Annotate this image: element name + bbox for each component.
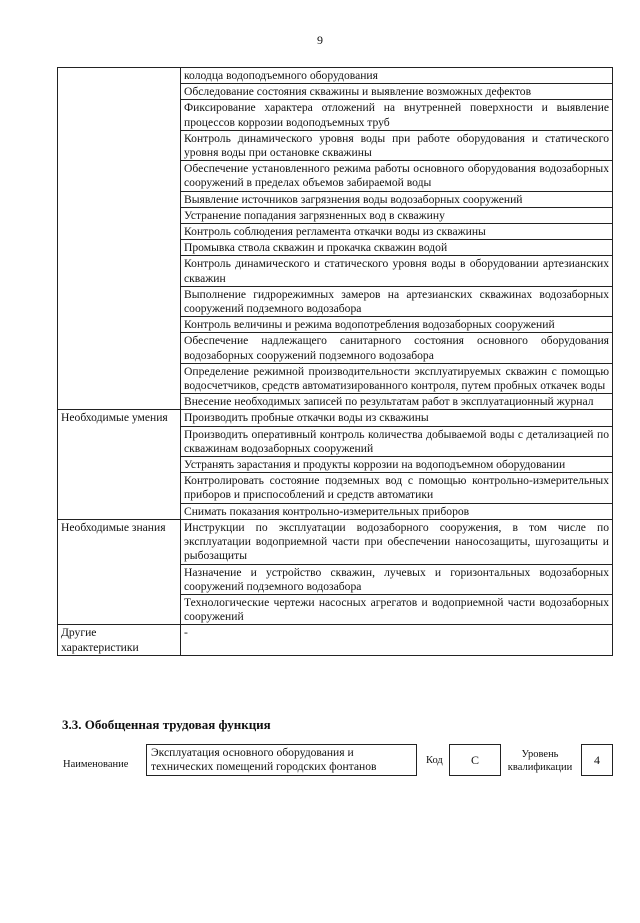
knowledge-cell: Назначение и устройство скважин, лучевых и горизонтальных водозаборных сооружений подземного водозабора — [181, 564, 613, 594]
table-row — [58, 625, 613, 655]
code-label: Код — [426, 755, 443, 766]
qualification-level-label: Уровень квалификации — [507, 749, 573, 773]
skill-cell: Производить пробные откачки воды из скважины — [181, 410, 613, 426]
function-name-box: Эксплуатация основного оборудования и технических помещений городских фонтанов — [146, 744, 417, 776]
knowledge-label: Необходимые знания — [58, 519, 181, 624]
table-row — [58, 68, 613, 84]
knowledge-cell: Технологические чертежи насосных агрегатов и водоприемной части водозаборных сооружений — [181, 594, 613, 624]
knowledge-cell: Инструкции по эксплуатации водозаборного сооружения, в том числе по эксплуатации водоприемной части при обеспечении наносозащиты, шугозащиты и рыбозащиты — [181, 519, 613, 564]
skill-cell: Производить оперативный контроль количества добываемой воды с детализацией по скважинам водозаборных сооружений — [181, 426, 613, 456]
action-cell: Обеспечение установленного режима работы основного оборудования водозаборных сооружений в пределах объемов забираемой воды — [181, 161, 613, 191]
skill-cell: Снимать показания контрольно-измерительных приборов — [181, 503, 613, 519]
action-cell: Внесение необходимых записей по результатам работ в эксплуатационный журнал — [181, 394, 613, 410]
action-cell: Контроль величины и режима водопотребления водозаборных сооружений — [181, 317, 613, 333]
action-cell: Контроль соблюдения регламента откачки воды из скважины — [181, 224, 613, 240]
action-cell: колодца водоподъемного оборудования — [181, 68, 613, 84]
action-cell: Обследование состояния скважины и выявление возможных дефектов — [181, 84, 613, 100]
page-number: 9 — [317, 33, 323, 47]
section-heading: 3.3. Обобщенная трудовая функция — [62, 717, 271, 732]
table-row — [58, 410, 613, 426]
skills-label: Необходимые умения — [58, 410, 181, 519]
action-cell: Фиксирование характера отложений на внутренней поверхности и выявление процессов коррозии водоподъемных труб — [181, 100, 613, 130]
generalized-function-summary — [0, 742, 640, 782]
skill-cell: Контролировать состояние подземных вод с помощью контрольно-измерительных приборов и приспособлений и средств автоматики — [181, 473, 613, 503]
other-characteristics-value: - — [181, 625, 613, 655]
action-cell: Выполнение гидрорежимных замеров на артезианских скважинах водозаборных сооружений подземного водозабора — [181, 286, 613, 316]
name-label: Наименование — [63, 759, 129, 770]
action-cell: Выявление источников загрязнения воды водозаборных сооружений — [181, 191, 613, 207]
labor-actions-table — [57, 67, 613, 656]
action-cell: Контроль динамического уровня воды при работе оборудования и статического уровня воды при остановке скважины — [181, 130, 613, 160]
qualification-level-box: 4 — [581, 744, 613, 776]
other-characteristics-label: Другие характеристики — [58, 625, 181, 655]
empty-label-cell — [58, 68, 181, 410]
action-cell: Обеспечение надлежащего санитарного состояния основного оборудования водозаборных сооружений подземного водозабора — [181, 333, 613, 363]
table-row — [58, 519, 613, 564]
skill-cell: Устранять зарастания и продукты коррозии на водоподъемном оборудовании — [181, 457, 613, 473]
code-box: С — [449, 744, 501, 776]
action-cell: Промывка ствола скважин и прокачка скважин водой — [181, 240, 613, 256]
action-cell: Контроль динамического и статического уровня воды в оборудовании артезианских скважин — [181, 256, 613, 286]
action-cell: Определение режимной производительности эксплуатируемых скважин с помощью водосчетчиков, средств автоматизированного контроля, путем пробных откачек воды — [181, 363, 613, 393]
action-cell: Устранение попадания загрязненных вод в скважину — [181, 207, 613, 223]
